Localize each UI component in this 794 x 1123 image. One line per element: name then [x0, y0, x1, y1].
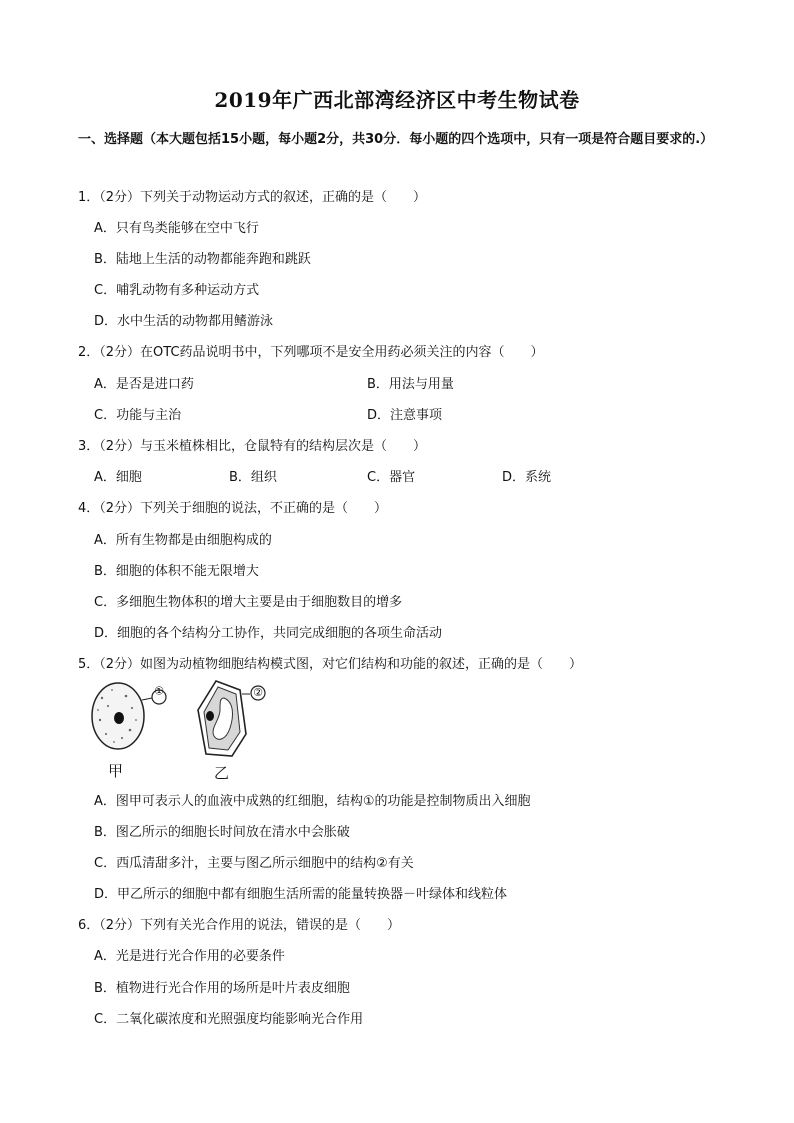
question-6-stem: 6．（2分）下列有关光合作用的说法，错误的是（ ） — [78, 918, 401, 933]
question-1-stem: 1．（2分）下列关于动物运动方式的叙述，正确的是（ ） — [78, 190, 427, 205]
question-3-option-d: D．系统 — [502, 470, 552, 485]
page-title: 2019年广西北部湾经济区中考生物试卷 — [214, 88, 580, 112]
question-5-stem: 5．（2分）如图为动植物细胞结构模式图，对它们结构和功能的叙述，正确的是（ ） — [78, 657, 583, 672]
section-heading: 一、选择题（本大题包括15小题，每小题2分，共30分．每小题的四个选项中，只有一项是符合题目要求的.） — [78, 132, 714, 147]
question-1-option-d: D．水中生活的动物都用鳍游泳 — [94, 314, 274, 329]
figure-label-yi: 乙 — [214, 764, 230, 782]
question-2-option-a: A．是否是进口药 — [94, 377, 194, 392]
question-4-option-a: A．所有生物都是由细胞构成的 — [94, 533, 272, 548]
question-5-option-b: B．图乙所示的细胞长时间放在清水中会胀破 — [94, 825, 350, 840]
question-2-option-d: D．注意事项 — [367, 408, 443, 423]
question-2-option-c: C．功能与主治 — [94, 408, 182, 423]
marker-2-label: ② — [253, 686, 263, 699]
question-6-option-a: A．光是进行光合作用的必要条件 — [94, 949, 285, 964]
question-5-option-d: D．甲乙所示的细胞中都有细胞生活所需的能量转换器－叶绿体和线粒体 — [94, 887, 508, 902]
question-3-option-b: B．组织 — [229, 470, 277, 485]
question-1-option-c: C．哺乳动物有多种运动方式 — [94, 283, 260, 298]
question-3-stem: 3．（2分）与玉米植株相比，仓鼠特有的结构层次是（ ） — [78, 439, 427, 454]
question-5-option-a: A．图甲可表示人的血液中成熟的红细胞，结构①的功能是控制物质出入细胞 — [94, 794, 531, 809]
question-4-option-b: B．细胞的体积不能无限增大 — [94, 564, 259, 579]
question-2-option-b: B．用法与用量 — [367, 377, 454, 392]
question-3-option-c: C．器官 — [367, 470, 416, 485]
question-2-stem: 2．（2分）在OTC药品说明书中，下列哪项不是安全用药必须关注的内容（ ） — [78, 345, 544, 360]
question-4-stem: 4．（2分）下列关于细胞的说法，不正确的是（ ） — [78, 501, 388, 516]
question-4-option-d: D．细胞的各个结构分工协作，共同完成细胞的各项生命活动 — [94, 626, 443, 641]
question-1-option-b: B．陆地上生活的动物都能奔跑和跳跃 — [94, 252, 311, 267]
question-6-option-b: B．植物进行光合作用的场所是叶片表皮细胞 — [94, 981, 350, 996]
question-4-option-c: C．多细胞生物体积的增大主要是由于细胞数目的增多 — [94, 595, 403, 610]
question-1-option-a: A．只有鸟类能够在空中飞行 — [94, 221, 259, 236]
question-3-option-a: A．细胞 — [94, 470, 142, 485]
figure-label-jia: 甲 — [108, 762, 124, 780]
question-5-option-c: C．西瓜清甜多汁，主要与图乙所示细胞中的结构②有关 — [94, 856, 414, 871]
marker-1-label: ① — [154, 684, 164, 698]
cell-structure-figure — [86, 676, 286, 786]
question-6-option-c: C．二氧化碳浓度和光照强度均能影响光合作用 — [94, 1012, 364, 1027]
